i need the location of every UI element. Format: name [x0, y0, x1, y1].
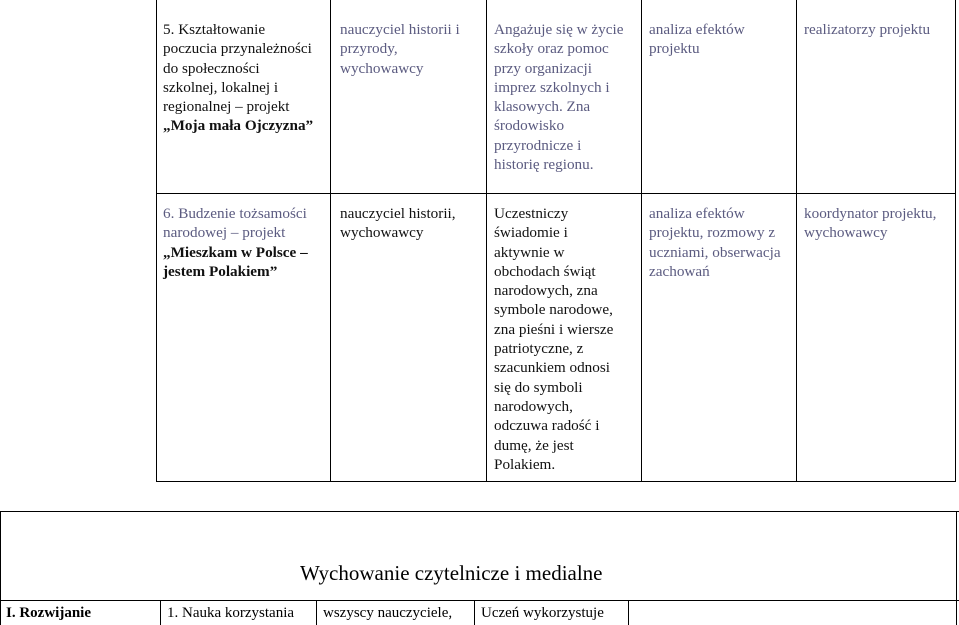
- row2-evaluation-line: projektu, rozmowy z: [649, 224, 776, 242]
- row1-project-name: „Moja mała Ojczyzna”: [163, 117, 314, 135]
- row1-goal-line: szkolnej, lokalnej i: [163, 78, 279, 96]
- bottom-row-divider-1: [160, 600, 161, 625]
- row1-outcome-line: imprez szkolnych i: [494, 78, 610, 96]
- row1-executors-line: realizatorzy projektu: [804, 21, 931, 38]
- row2-executors-line: wychowawcy: [804, 224, 888, 242]
- row2-project-name: „Mieszkam w Polsce –: [163, 243, 308, 261]
- row2-outcome-line: aktywnie w: [494, 243, 565, 261]
- row2-outcome-line: zna pieśni i wiersze: [494, 320, 614, 338]
- bottom-row-goal: 1. Nauka korzystania: [167, 605, 295, 621]
- row2-evaluation-line: uczniami, obserwacja: [649, 243, 781, 261]
- row1-evaluation-line: projektu: [649, 40, 700, 58]
- row2-responsible-line: wychowawcy: [340, 224, 424, 242]
- row2-project-name: jestem Polakiem”: [163, 262, 278, 280]
- row1-outcome-line: przyrodnicze i: [494, 136, 582, 154]
- row2-outcome-cell: [494, 204, 639, 474]
- bottom-row-top-border: [0, 600, 959, 601]
- table-divider-2: [486, 0, 487, 482]
- row2-evaluation-cell: [649, 204, 794, 281]
- bottom-row-divider-2: [316, 600, 317, 625]
- table-divider-3: [641, 0, 642, 482]
- row2-outcome-line: symbole narodowe,: [494, 301, 613, 319]
- bottom-row-responsible: wszyscy nauczyciele,: [323, 605, 453, 621]
- row1-evaluation-cell: [649, 20, 794, 59]
- table-divider-4: [796, 0, 797, 482]
- row1-outcome-line: klasowych. Zna: [494, 98, 591, 116]
- bottom-row-divider-3: [474, 600, 475, 625]
- row2-outcome-line: świadomie i: [494, 224, 568, 242]
- row-separator: [156, 193, 956, 194]
- row1-responsible-line: przyrody,: [340, 40, 398, 58]
- row2-executors-cell: [804, 204, 956, 243]
- table-border-left: [156, 0, 157, 482]
- row2-responsible-line: nauczyciel historii,: [340, 205, 456, 222]
- table-divider-1: [330, 0, 331, 482]
- row1-evaluation-line: analiza efektów: [649, 21, 745, 38]
- row2-outcome-line: patriotyczne, z: [494, 340, 584, 358]
- row2-outcome-line: odczuwa radość i: [494, 417, 600, 435]
- section-title: Wychowanie czytelnicze i medialne: [300, 561, 603, 585]
- row1-outcome-line: Angażuje się w życie: [494, 21, 624, 38]
- row2-outcome-line: dumę, że jest: [494, 436, 574, 454]
- row1-responsible-cell: [340, 20, 485, 78]
- row1-goal-cell: [163, 20, 328, 136]
- row2-responsible-cell: [340, 204, 485, 243]
- section-right-border: [956, 511, 957, 625]
- row2-goal-line: 6. Budzenie tożsamości: [163, 205, 307, 222]
- row2-goal-cell: [163, 204, 328, 281]
- row1-outcome-line: przy organizacji: [494, 59, 592, 77]
- row2-evaluation-line: analiza efektów: [649, 205, 745, 222]
- row2-outcome-line: szacunkiem odnosi: [494, 359, 610, 377]
- row2-executors-line: koordynator projektu,: [804, 205, 937, 222]
- row1-goal-line: do społeczności: [163, 59, 260, 77]
- row1-outcome-line: środowisko: [494, 117, 565, 135]
- row1-responsible-line: nauczyciel historii i: [340, 21, 460, 38]
- bottom-row-divider-4: [628, 600, 629, 625]
- section-left-border: [0, 511, 1, 625]
- row1-executors-cell: [804, 20, 954, 39]
- row1-outcome-line: szkoły oraz pomoc: [494, 40, 609, 58]
- row1-goal-line: regionalnej – projekt: [163, 98, 290, 116]
- section-top-border: [0, 511, 959, 512]
- row2-outcome-line: narodowych, zna: [494, 282, 598, 300]
- row2-outcome-line: narodowych,: [494, 397, 573, 415]
- row2-outcome-line: Polakiem.: [494, 455, 556, 473]
- row1-goal-line: 5. Kształtowanie: [163, 21, 266, 38]
- table-bottom-border: [156, 481, 956, 482]
- row2-goal-line: narodowej – projekt: [163, 224, 286, 242]
- row1-outcome-line: historię regionu.: [494, 156, 594, 174]
- bottom-row-area: I. Rozwijanie: [6, 605, 91, 621]
- row1-responsible-line: wychowawcy: [340, 59, 424, 77]
- bottom-row-outcome: Uczeń wykorzystuje: [481, 605, 604, 621]
- row2-outcome-line: obchodach świąt: [494, 262, 596, 280]
- row2-evaluation-line: zachowań: [649, 262, 710, 280]
- row2-outcome-line: Uczestniczy: [494, 205, 569, 222]
- row1-outcome-cell: [494, 20, 639, 174]
- row1-goal-line: poczucia przynależności: [163, 40, 312, 58]
- row2-outcome-line: się do symboli: [494, 378, 583, 396]
